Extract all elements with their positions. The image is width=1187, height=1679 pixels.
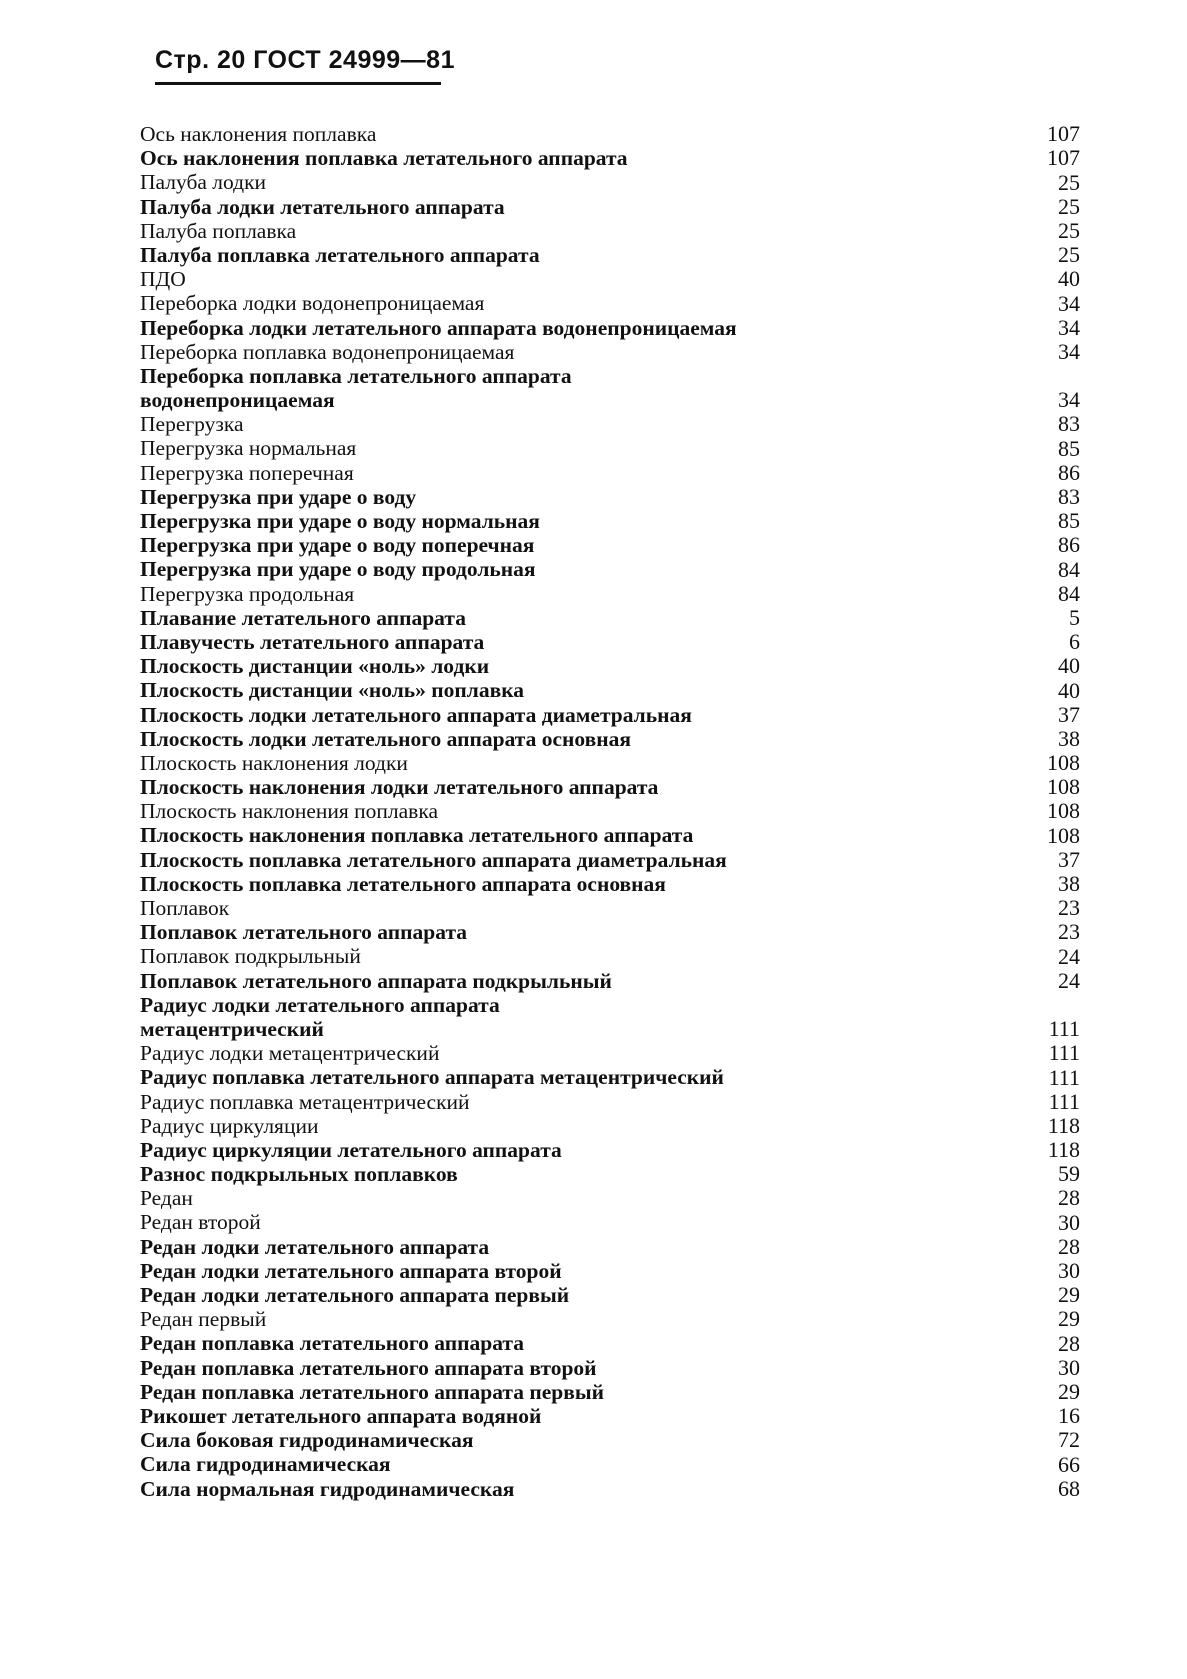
index-term: Плавучесть летательного аппарата <box>140 629 485 654</box>
index-entry <box>140 1090 1080 1114</box>
index-term: Переборка поплавка водонепроницаемая <box>140 339 515 364</box>
index-page-number: 85 <box>1058 508 1080 534</box>
index-page-number: 86 <box>1058 459 1080 485</box>
index-page-number: 34 <box>1058 290 1080 316</box>
index-page-number: 25 <box>1058 169 1080 195</box>
index-page-number: 29 <box>1058 1378 1080 1404</box>
index-term: Редан первый <box>140 1307 267 1332</box>
index-entry <box>140 1041 1080 1065</box>
index-page-number: 84 <box>1058 580 1080 606</box>
index-entry <box>140 678 1080 702</box>
index-term: Редан второй <box>140 1210 261 1235</box>
index-term: Редан поплавка летательного аппарата первый <box>140 1379 605 1404</box>
index-entry <box>140 1114 1080 1138</box>
index-term: Переборка лодки летательного аппарата водонепроницаемая <box>140 315 737 340</box>
index-entry <box>140 533 1080 557</box>
index-entry <box>140 630 1080 654</box>
index-entry <box>140 509 1080 533</box>
index-entry <box>140 485 1080 509</box>
index-page-number: 111 <box>1048 1064 1080 1090</box>
index-page-number: 34 <box>1058 338 1080 364</box>
index-entry <box>140 1186 1080 1210</box>
index-page-number: 37 <box>1058 701 1080 727</box>
index-term: Палуба лодки <box>140 170 267 195</box>
index-page-number: 30 <box>1058 1209 1080 1235</box>
index-term: Поплавок подкрыльный <box>140 944 361 969</box>
index-term: Плоскость наклонения лодки летательного аппарата <box>140 775 659 800</box>
index-entry <box>140 944 1080 968</box>
index-entry <box>140 848 1080 872</box>
index-term: Плоскость лодки летательного аппарата основная <box>140 726 632 751</box>
index-entry <box>140 1210 1080 1234</box>
index-page-number: 34 <box>1058 314 1080 340</box>
index-entry <box>140 170 1080 194</box>
index-term: Редан лодки летательного аппарата <box>140 1234 490 1259</box>
index-page-number: 16 <box>1058 1403 1080 1429</box>
index-term: Переборка поплавка летательного аппарата водонепроницаемая <box>140 363 572 412</box>
index-page-number: 24 <box>1058 943 1080 969</box>
index-term: Плоскость наклонения поплавка летательного аппарата <box>140 823 694 848</box>
index-page-number: 25 <box>1058 217 1080 243</box>
index-page-number: 111 <box>1048 1040 1080 1066</box>
index-page-number: 66 <box>1058 1451 1080 1477</box>
index-term: Перегрузка <box>140 412 244 437</box>
index-entry <box>140 436 1080 460</box>
index-term: Плоскость наклонения поплавка <box>140 799 438 824</box>
index-page-number: 25 <box>1058 242 1080 268</box>
index-entry <box>140 751 1080 775</box>
index-entry <box>140 1307 1080 1331</box>
index-term: Плоскость дистанции «ноль» лодки <box>140 654 490 679</box>
index-entry <box>140 219 1080 243</box>
index-term: Перегрузка при ударе о воду <box>140 484 417 509</box>
index-page-number: 6 <box>1069 629 1080 655</box>
index-page-number: 83 <box>1058 484 1080 510</box>
index-entry <box>140 364 1080 412</box>
index-page-number: 28 <box>1058 1185 1080 1211</box>
term-index-list <box>140 122 1080 1501</box>
index-entry <box>140 291 1080 315</box>
index-page-number: 111 <box>1048 1016 1080 1042</box>
index-page-number: 29 <box>1058 1282 1080 1308</box>
index-term: Радиус поплавка летательного аппарата метацентрический <box>140 1065 724 1090</box>
index-page-number: 85 <box>1058 435 1080 461</box>
index-term: Радиус поплавка метацентрический <box>140 1089 470 1114</box>
index-page-number: 23 <box>1058 919 1080 945</box>
index-entry <box>140 316 1080 340</box>
index-entry <box>140 412 1080 436</box>
index-term: Редан <box>140 1186 193 1211</box>
index-page-number: 38 <box>1058 725 1080 751</box>
index-term: Радиус лодки метацентрический <box>140 1041 440 1066</box>
index-entry <box>140 1331 1080 1355</box>
index-entry <box>140 823 1080 847</box>
page-header: Стр. 20 ГОСТ 24999—81 <box>155 46 455 74</box>
index-term: Перегрузка при ударе о воду нормальная <box>140 509 540 534</box>
index-term: Плоскость поплавка летательного аппарата диаметральная <box>140 847 727 872</box>
index-entry <box>140 1162 1080 1186</box>
index-entry <box>140 146 1080 170</box>
index-page-number: 23 <box>1058 895 1080 921</box>
index-page-number: 84 <box>1058 556 1080 582</box>
index-term: Перегрузка при ударе о воду поперечная <box>140 533 535 558</box>
index-entry <box>140 896 1080 920</box>
index-term: Редан лодки летательного аппарата первый <box>140 1283 570 1308</box>
index-entry <box>140 1428 1080 1452</box>
index-page-number: 108 <box>1047 798 1080 824</box>
index-entry <box>140 969 1080 993</box>
index-page-number: 28 <box>1058 1330 1080 1356</box>
index-page-number: 83 <box>1058 411 1080 437</box>
index-entry <box>140 1404 1080 1428</box>
index-entry <box>140 1065 1080 1089</box>
index-term: Плавание летательного аппарата <box>140 605 466 630</box>
index-entry <box>140 1138 1080 1162</box>
index-term: Редан лодки летательного аппарата второй <box>140 1258 562 1283</box>
index-entry <box>140 799 1080 823</box>
index-term: Ось наклонения поплавка <box>140 122 377 146</box>
index-page-number: 29 <box>1058 1306 1080 1332</box>
index-entry <box>140 1283 1080 1307</box>
index-term: Плоскость лодки летательного аппарата диаметральная <box>140 702 692 727</box>
index-page-number: 59 <box>1058 1161 1080 1187</box>
index-term: Переборка лодки водонепроницаемая <box>140 291 485 316</box>
index-entry <box>140 122 1080 146</box>
index-page-number: 86 <box>1058 532 1080 558</box>
index-entry <box>140 340 1080 364</box>
index-page-number: 68 <box>1058 1475 1080 1501</box>
index-entry <box>140 582 1080 606</box>
index-term: Сила гидродинамическая <box>140 1452 391 1477</box>
index-term: Палуба лодки летательного аппарата <box>140 194 505 219</box>
index-entry <box>140 920 1080 944</box>
index-term: Перегрузка продольная <box>140 581 355 606</box>
index-entry <box>140 267 1080 291</box>
index-entry <box>140 1452 1080 1476</box>
index-page-number: 118 <box>1047 1112 1080 1138</box>
index-term: ПДО <box>140 267 186 292</box>
index-entry <box>140 195 1080 219</box>
index-page-number: 24 <box>1058 967 1080 993</box>
index-page-number: 108 <box>1047 774 1080 800</box>
index-term: Сила боковая гидродинамическая <box>140 1428 474 1453</box>
index-term: Плоскость дистанции «ноль» поплавка <box>140 678 525 703</box>
index-entry <box>140 727 1080 751</box>
index-entry <box>140 557 1080 581</box>
index-term: Плоскость поплавка летательного аппарата основная <box>140 871 666 896</box>
index-page-number: 34 <box>1058 387 1080 413</box>
index-term: Радиус циркуляции <box>140 1113 319 1138</box>
index-page-number: 107 <box>1047 145 1080 171</box>
index-entry <box>140 872 1080 896</box>
index-entry <box>140 606 1080 630</box>
index-page-number: 40 <box>1058 266 1080 292</box>
index-page-number: 108 <box>1047 822 1080 848</box>
index-page-number: 107 <box>1047 121 1080 147</box>
index-entry <box>140 1259 1080 1283</box>
index-term: Перегрузка при ударе о воду продольная <box>140 557 536 582</box>
index-entry <box>140 775 1080 799</box>
index-term: Редан поплавка летательного аппарата второй <box>140 1355 597 1380</box>
index-entry <box>140 461 1080 485</box>
index-page-number: 5 <box>1069 604 1080 630</box>
index-term: Редан поплавка летательного аппарата <box>140 1331 524 1356</box>
index-entry <box>140 703 1080 727</box>
index-entry <box>140 654 1080 678</box>
index-entry <box>140 993 1080 1041</box>
index-page-number: 25 <box>1058 193 1080 219</box>
index-term: Палуба поплавка <box>140 218 297 243</box>
index-entry <box>140 1380 1080 1404</box>
index-term: Поплавок летательного аппарата подкрыльный <box>140 968 612 993</box>
index-page-number: 37 <box>1058 846 1080 872</box>
index-page-number: 40 <box>1058 677 1080 703</box>
index-page-number: 38 <box>1058 871 1080 897</box>
index-page-number: 108 <box>1047 750 1080 776</box>
index-term: Ось наклонения поплавка летательного аппарата <box>140 146 628 171</box>
index-entry <box>140 1356 1080 1380</box>
index-term: Радиус циркуляции летательного аппарата <box>140 1137 562 1162</box>
index-page-number: 30 <box>1058 1258 1080 1284</box>
index-term: Радиус лодки летательного аппарата метацентрический <box>140 992 500 1041</box>
index-entry <box>140 1235 1080 1259</box>
index-page-number: 111 <box>1048 1088 1080 1114</box>
index-entry <box>140 1477 1080 1501</box>
index-page-number: 40 <box>1058 653 1080 679</box>
index-term: Плоскость наклонения лодки <box>140 750 408 775</box>
index-term: Рикошет летательного аппарата водяной <box>140 1403 542 1428</box>
index-page-number: 118 <box>1047 1137 1080 1163</box>
header-rule <box>155 82 441 85</box>
index-term: Перегрузка нормальная <box>140 436 357 461</box>
index-page-number: 72 <box>1058 1427 1080 1453</box>
index-term: Перегрузка поперечная <box>140 460 354 485</box>
index-page-number: 28 <box>1058 1233 1080 1259</box>
index-term: Палуба поплавка летательного аппарата <box>140 242 540 267</box>
index-term: Поплавок <box>140 896 230 921</box>
index-term: Разнос подкрыльных поплавков <box>140 1162 458 1187</box>
index-term: Сила нормальная гидродинамическая <box>140 1476 515 1501</box>
index-term: Поплавок летательного аппарата <box>140 920 468 945</box>
index-entry <box>140 243 1080 267</box>
index-page-number: 30 <box>1058 1354 1080 1380</box>
